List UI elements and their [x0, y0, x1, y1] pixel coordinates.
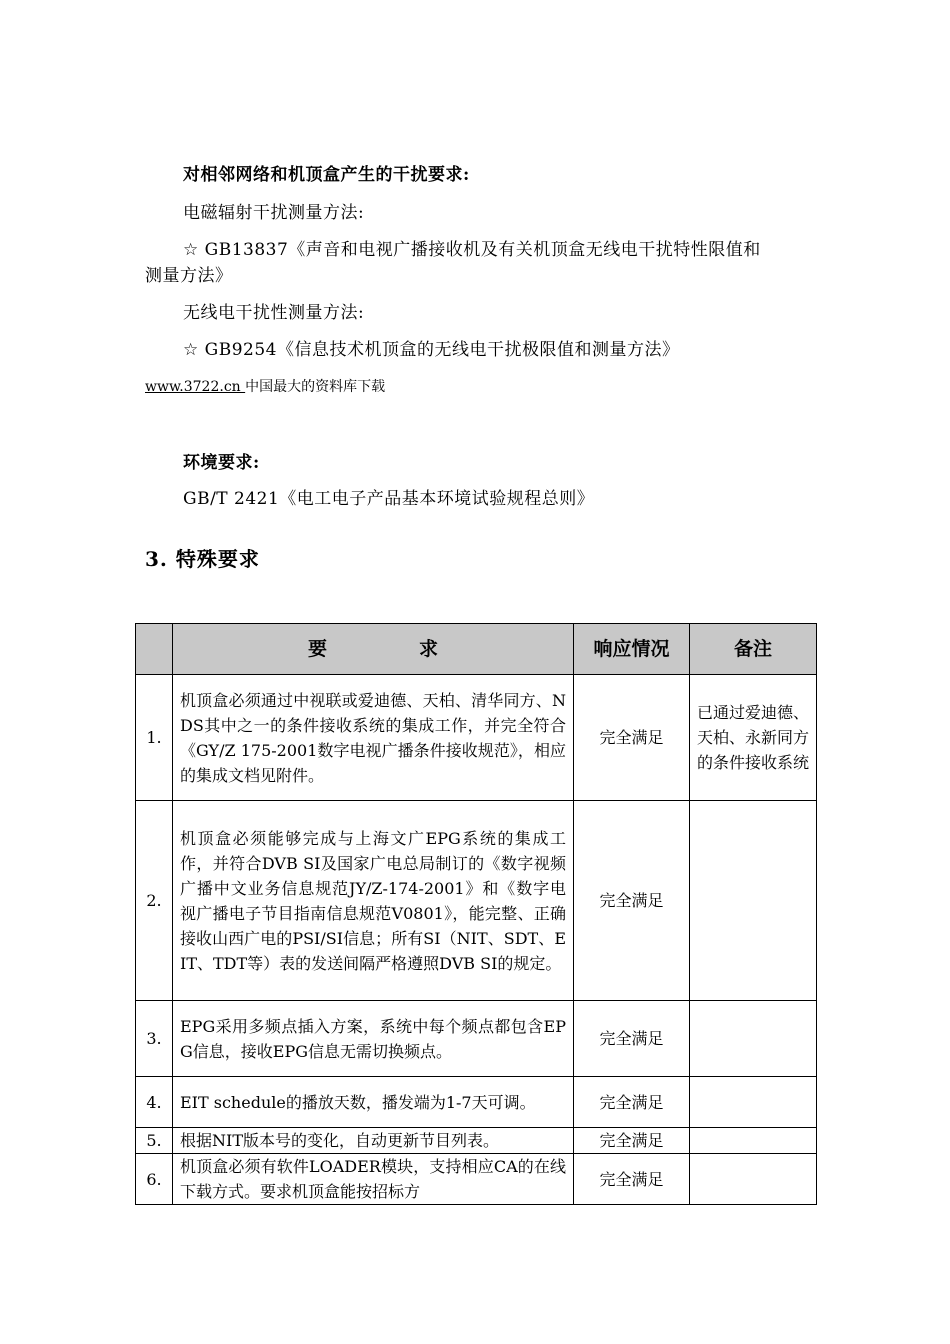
header-note: 备注	[690, 624, 817, 675]
table-row	[136, 1128, 817, 1154]
row-number: 3.	[136, 1001, 173, 1077]
table-row	[136, 1001, 817, 1077]
table-row	[136, 1154, 817, 1205]
emr-standard-line1: ☆ GB13837《声音和电视广播接收机及有关机顶盒无线电干扰特性限值和	[183, 240, 761, 260]
environment-standard: GB/T 2421《电工电子产品基本环境试验规程总则》	[183, 489, 595, 509]
row-note	[690, 1001, 817, 1077]
radio-interference-standard: ☆ GB9254《信息技术机顶盒的无线电干扰极限值和测量方法》	[183, 340, 680, 360]
row-note	[690, 1154, 817, 1205]
row-number: 4.	[136, 1077, 173, 1128]
row-number: 2.	[136, 801, 173, 1001]
row-number: 5.	[136, 1128, 173, 1154]
row-requirement: EPG采用多频点插入方案，系统中每个频点都包含EPG信息，接收EPG信息无需切换频点。	[173, 1001, 574, 1077]
emr-standard-line2: 测量方法》	[145, 266, 233, 286]
interference-heading: 对相邻网络和机顶盒产生的干扰要求:	[183, 165, 470, 185]
row-note	[690, 1077, 817, 1128]
row-number: 1.	[136, 675, 173, 801]
row-number: 6.	[136, 1154, 173, 1205]
row-requirement: 机顶盒必须有软件LOADER模块，支持相应CA的在线下载方式。要求机顶盒能按招标方	[173, 1154, 574, 1205]
row-requirement: 机顶盒必须通过中视联或爱迪德、天柏、清华同方、NDS其中之一的条件接收系统的集成工作，并完全符合《GY/Z 175-2001数字电视广播条件接收规范》，相应的集成文档见附件。	[173, 675, 574, 801]
row-note: 已通过爱迪德、天柏、永新同方的条件接收系统	[690, 675, 817, 801]
header-response: 响应情况	[574, 624, 690, 675]
row-response: 完全满足	[574, 1001, 690, 1077]
row-response: 完全满足	[574, 1128, 690, 1154]
row-response: 完全满足	[574, 801, 690, 1001]
row-requirement: 根据NIT版本号的变化，自动更新节目列表。	[173, 1128, 574, 1154]
row-response: 完全满足	[574, 675, 690, 801]
environment-heading: 环境要求:	[183, 453, 260, 473]
table-header-row	[136, 624, 817, 675]
radio-interference-label: 无线电干扰性测量方法:	[183, 303, 365, 323]
section-3-heading: 3. 特殊要求	[145, 547, 260, 571]
emr-method-label: 电磁辐射干扰测量方法:	[183, 203, 365, 223]
table-row	[136, 1077, 817, 1128]
watermark-link[interactable]: www.3722.cn	[145, 379, 246, 395]
watermark-line	[145, 373, 385, 401]
table-row	[136, 675, 817, 801]
header-requirement: 要求	[173, 624, 574, 675]
row-note	[690, 801, 817, 1001]
requirements-table	[135, 623, 817, 1205]
row-response: 完全满足	[574, 1154, 690, 1205]
watermark-text: 中国最大的资料库下载	[245, 379, 386, 395]
table-row	[136, 801, 817, 1001]
row-requirement: EIT schedule的播放天数，播发端为1-7天可调。	[173, 1077, 574, 1128]
row-requirement: 机顶盒必须能够完成与上海文广EPG系统的集成工作，并符合DVB SI及国家广电总局制订的《数字视频广播中文业务信息规范JY/Z-174-2001》和《数字电视广播电子节目指南信息规范V0801》，能完整、正确接收山西广电的PSI/SI信息；所有SI（NIT、SDT、EIT、TDT等）表的发送间隔严格遵照DVB SI的规定。	[173, 801, 574, 1001]
header-num	[136, 624, 173, 675]
row-response: 完全满足	[574, 1077, 690, 1128]
row-note	[690, 1128, 817, 1154]
